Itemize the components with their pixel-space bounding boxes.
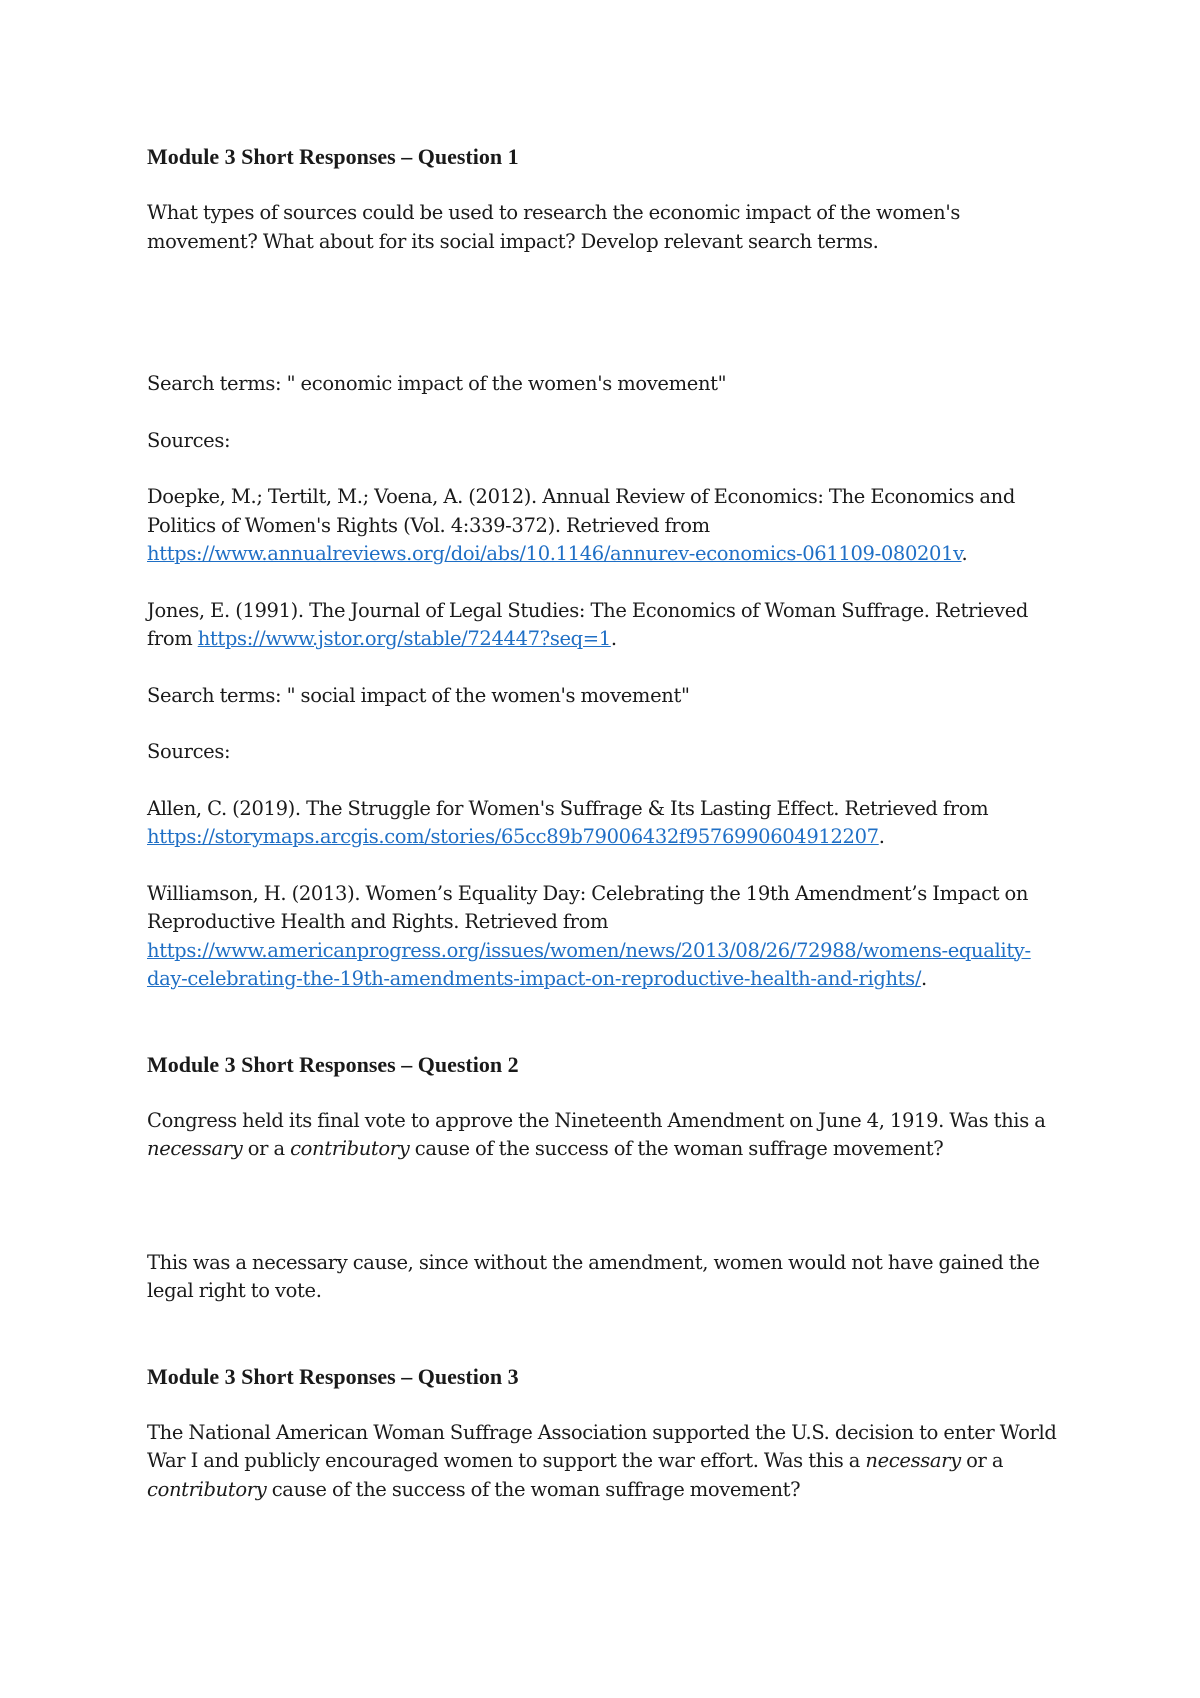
social-sources-label: Sources: xyxy=(147,740,231,763)
question-1-heading: Module 3 Short Responses – Question 1 xyxy=(147,144,519,169)
prompt-text: cause of the success of the woman suffrage movement? xyxy=(266,1477,801,1501)
question-2-heading: Module 3 Short Responses – Question 2 xyxy=(147,1051,519,1077)
reference-tail: . xyxy=(921,967,927,990)
contributory-term: contributory xyxy=(147,1477,267,1501)
document-page xyxy=(147,143,1067,1504)
reference-link[interactable]: https://www.americanprogress.org/issues/women/news/2013/08/26/72988/womens-equality-day-celebrating-the-19th-amendments-impact-on-reproductive-health-and-rights/ xyxy=(147,938,1031,990)
question-2-answer: This was a necessary cause, since without the amendment, women would not have gained the legal right to vote. xyxy=(147,1250,1040,1302)
reference-tail: . xyxy=(610,627,617,650)
reference-link[interactable]: https://www.jstor.org/stable/724447?seq=1 xyxy=(197,627,611,650)
question-3-prompt xyxy=(147,1419,1067,1505)
contributory-term: contributory xyxy=(290,1137,410,1160)
reference-doepke xyxy=(147,483,1067,569)
reference-text: Jones, E. (1991). The Journal of Legal Studies: The Economics of Woman Suffrage. Retrieved from xyxy=(147,598,1029,650)
reference-williamson xyxy=(147,880,1067,994)
economic-sources-label: Sources: xyxy=(147,428,231,452)
prompt-text: Congress held its final vote to approve the Nineteenth Amendment on June 4, 1919. Was this a xyxy=(147,1108,1046,1132)
prompt-text: The National American Woman Suffrage Association supported the U.S. decision to enter World War I and publicly encouraged women to support the war effort. Was this a xyxy=(147,1420,1057,1472)
reference-text: Doepke, M.; Tertilt, M.; Voena, A. (2012). Annual Review of Economics: The Economics and Politics of Women's Rights (Vol. 4:339-372). Retrieved from xyxy=(147,485,1016,537)
necessary-term: necessary xyxy=(147,1137,243,1160)
question-1-prompt: What types of sources could be used to research the economic impact of the women's movement? What about for its social impact? Develop relevant search terms. xyxy=(147,201,960,253)
reference-text: Williamson, H. (2013). Women’s Equality Day: Celebrating the 19th Amendment’s Impact on Reproductive Health and Rights. Retrieved from xyxy=(147,881,1029,933)
reference-tail: . xyxy=(878,825,885,848)
necessary-term: necessary xyxy=(865,1449,961,1472)
question-3-heading: Module 3 Short Responses – Question 3 xyxy=(147,1363,519,1389)
reference-text: Allen, C. (2019). The Struggle for Women's Suffrage & Its Lasting Effect. Retrieved from xyxy=(147,796,989,820)
reference-link[interactable]: https://storymaps.arcgis.com/stories/65cc89b79006432f9576990604912207 xyxy=(147,825,879,848)
prompt-text: or a xyxy=(242,1137,291,1160)
reference-jones xyxy=(147,597,1067,654)
prompt-text: or a xyxy=(960,1449,1004,1472)
prompt-text: cause of the success of the woman suffrage movement? xyxy=(409,1137,944,1160)
social-search-terms: Search terms: " social impact of the women's movement" xyxy=(147,683,690,707)
reference-link[interactable]: https://www.annualreviews.org/doi/abs/10.1146/annurev-economics-061109-080201v xyxy=(147,542,962,565)
reference-allen xyxy=(147,795,1067,852)
economic-search-terms: Search terms: " economic impact of the women's movement" xyxy=(147,372,727,395)
question-2-prompt xyxy=(147,1107,1067,1164)
reference-tail: . xyxy=(961,542,968,565)
